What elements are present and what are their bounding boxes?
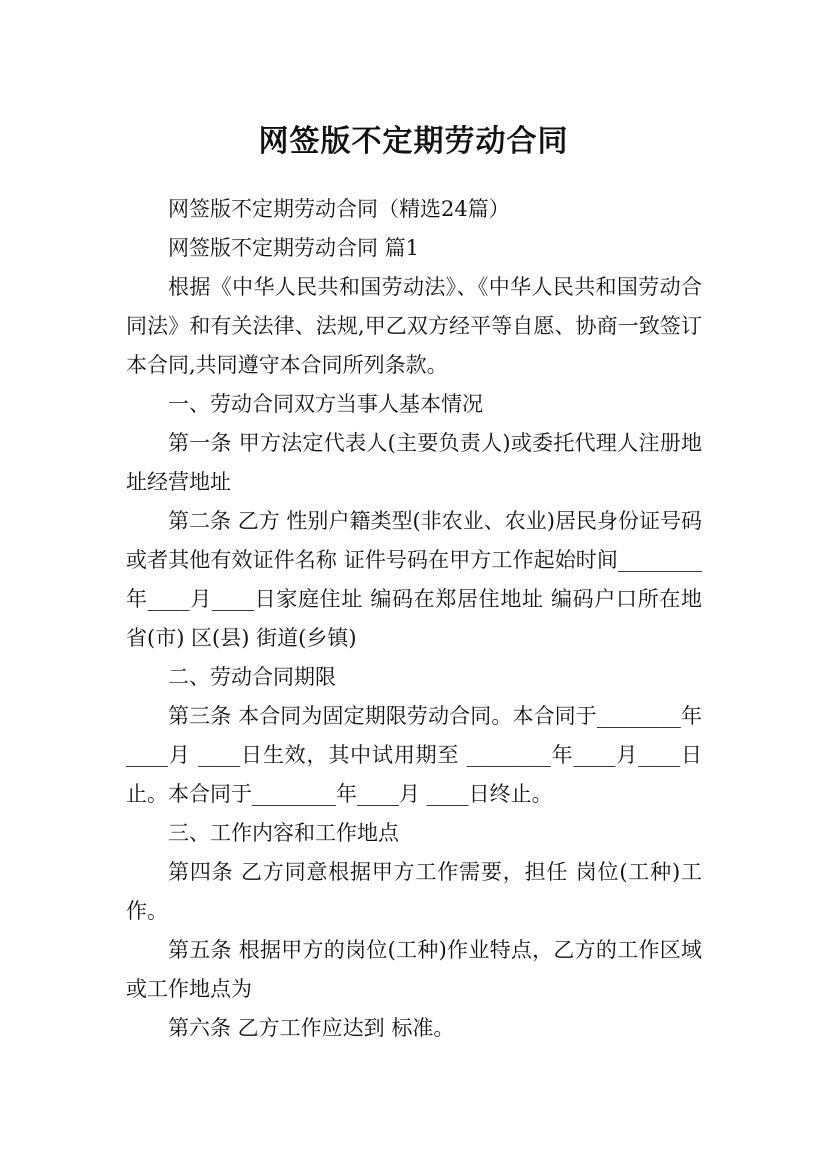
document-body: [126, 190, 702, 1048]
paragraph-preamble: 根据《中华人民共和国劳动法》、《中华人民共和国劳动合同法》和有关法律、法规,甲乙双方经平等自愿、协商一致签订本合同,共同遵守本合同所列条款。: [126, 275, 702, 377]
paragraph-chapter-2: 二、劳动合同期限: [168, 665, 336, 689]
paragraph-section-heading: 网签版不定期劳动合同 篇1: [168, 236, 420, 260]
paragraph-article-2: 第二条 乙方 性别户籍类型(非农业、农业)居民身份证号码或者其他有效证件名称 证件号码在甲方工作起始时间________年____月____日家庭住址 编码在郑居住地址 编码户口所在地 省(市) 区(县) 街道(乡镇): [126, 509, 702, 650]
paragraph-subtitle: 网签版不定期劳动合同（精选24篇）: [168, 197, 510, 221]
paragraph-article-5: 第五条 根据甲方的岗位(工种)作业特点，乙方的工作区域或工作地点为: [126, 938, 702, 1001]
paragraph-chapter-1: 一、劳动合同双方当事人基本情况: [168, 392, 483, 416]
paragraph-article-1: 第一条 甲方法定代表人(主要负责人)或委托代理人注册地址经营地址: [126, 431, 702, 494]
paragraph-chapter-3: 三、工作内容和工作地点: [168, 821, 399, 845]
document-title: 网签版不定期劳动合同: [258, 124, 569, 160]
paragraph-article-6: 第六条 乙方工作应达到 标准。: [168, 1016, 455, 1040]
paragraph-article-3: 第三条 本合同为固定期限劳动合同。本合同于________年____月 ____日生效，其中试用期至 ________年____月____日止。本合同于________年____月 ____日终止。: [126, 704, 702, 806]
paragraph-article-4: 第四条 乙方同意根据甲方工作需要，担任 岗位(工种)工作。: [126, 860, 702, 923]
